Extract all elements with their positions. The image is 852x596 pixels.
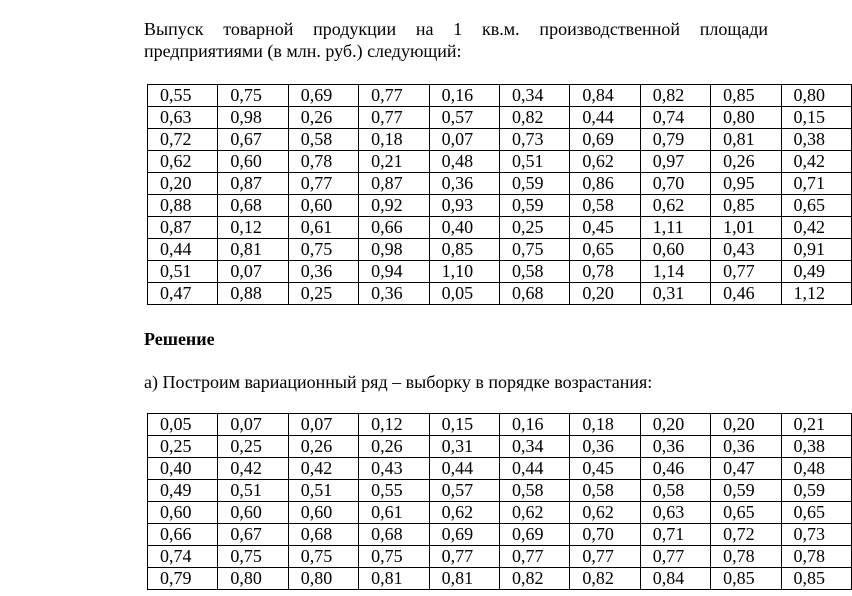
table-cell: 0,82 [499, 568, 569, 590]
table-cell: 0,60 [288, 195, 358, 217]
table-cell: 0,58 [499, 480, 569, 502]
table-cell: 0,69 [288, 85, 358, 107]
table-cell: 0,18 [570, 414, 640, 436]
table-cell: 0,36 [429, 173, 499, 195]
table-cell: 0,58 [288, 129, 358, 151]
table-cell: 0,62 [640, 195, 710, 217]
table-row [148, 217, 852, 239]
table-cell: 0,73 [499, 129, 569, 151]
table-cell: 0,80 [218, 568, 288, 590]
table-cell: 0,47 [711, 458, 781, 480]
table-cell: 0,44 [429, 458, 499, 480]
production-data-table [147, 84, 852, 305]
table-cell: 0,57 [429, 107, 499, 129]
table-cell: 0,12 [218, 217, 288, 239]
table-cell: 0,25 [288, 283, 358, 305]
table-row [148, 261, 852, 283]
table-row [148, 195, 852, 217]
table-cell: 0,60 [640, 239, 710, 261]
table-cell: 0,75 [288, 546, 358, 568]
table-cell: 0,40 [148, 458, 218, 480]
table-cell: 0,81 [711, 129, 781, 151]
table-cell: 0,63 [148, 107, 218, 129]
table-cell: 0,34 [499, 436, 569, 458]
table-cell: 0,77 [711, 261, 781, 283]
table-cell: 0,60 [218, 151, 288, 173]
table-cell: 0,40 [429, 217, 499, 239]
table-cell: 0,75 [218, 546, 288, 568]
table-cell: 1,11 [640, 217, 710, 239]
table-cell: 0,84 [570, 85, 640, 107]
table-cell: 1,14 [640, 261, 710, 283]
table-cell: 0,92 [359, 195, 429, 217]
table-cell: 0,79 [640, 129, 710, 151]
table-cell: 0,65 [781, 195, 851, 217]
table-cell: 0,36 [711, 436, 781, 458]
table-cell: 0,58 [570, 195, 640, 217]
table-cell: 0,72 [711, 524, 781, 546]
table-cell: 0,68 [359, 524, 429, 546]
table-cell: 0,60 [148, 502, 218, 524]
variation-series-table [147, 413, 852, 590]
table-cell: 0,71 [640, 524, 710, 546]
table-cell: 0,07 [218, 414, 288, 436]
table-cell: 0,57 [429, 480, 499, 502]
production-data-body [148, 85, 852, 305]
table-cell: 0,77 [640, 546, 710, 568]
table-cell: 0,61 [359, 502, 429, 524]
table-cell: 0,62 [570, 151, 640, 173]
table-cell: 0,85 [711, 85, 781, 107]
table-cell: 0,21 [781, 414, 851, 436]
table-row [148, 480, 852, 502]
table-cell: 0,85 [711, 568, 781, 590]
table-cell: 0,80 [711, 107, 781, 129]
table-cell: 0,25 [218, 436, 288, 458]
table-cell: 0,77 [288, 173, 358, 195]
table-cell: 0,59 [781, 480, 851, 502]
table-row [148, 546, 852, 568]
table-row [148, 129, 852, 151]
table-cell: 0,80 [781, 85, 851, 107]
table-cell: 0,70 [640, 173, 710, 195]
table-cell: 0,31 [429, 436, 499, 458]
table-cell: 0,77 [359, 107, 429, 129]
table-cell: 0,31 [640, 283, 710, 305]
table-cell: 0,45 [570, 458, 640, 480]
table-cell: 0,21 [359, 151, 429, 173]
table-cell: 0,85 [711, 195, 781, 217]
table-cell: 0,59 [499, 195, 569, 217]
table-cell: 0,43 [711, 239, 781, 261]
table-cell: 0,07 [288, 414, 358, 436]
table-cell: 0,68 [288, 524, 358, 546]
table-cell: 0,62 [148, 151, 218, 173]
table-cell: 0,36 [640, 436, 710, 458]
table-cell: 0,43 [359, 458, 429, 480]
table-cell: 0,61 [288, 217, 358, 239]
table-row [148, 568, 852, 590]
table-cell: 0,55 [148, 85, 218, 107]
table-cell: 0,87 [148, 217, 218, 239]
table-cell: 0,44 [148, 239, 218, 261]
table-cell: 0,36 [570, 436, 640, 458]
table-cell: 0,81 [429, 568, 499, 590]
table-cell: 0,58 [640, 480, 710, 502]
table-cell: 0,75 [218, 85, 288, 107]
table-cell: 0,51 [218, 480, 288, 502]
table-cell: 0,63 [640, 502, 710, 524]
table-cell: 0,38 [781, 129, 851, 151]
table-cell: 0,42 [781, 151, 851, 173]
table-cell: 0,94 [359, 261, 429, 283]
table-cell: 0,34 [499, 85, 569, 107]
table-cell: 0,87 [218, 173, 288, 195]
table-cell: 0,77 [359, 85, 429, 107]
table-cell: 0,70 [570, 524, 640, 546]
table-cell: 0,48 [429, 151, 499, 173]
table-cell: 0,47 [148, 283, 218, 305]
table-cell: 0,05 [148, 414, 218, 436]
table-row [148, 502, 852, 524]
table-cell: 0,48 [781, 458, 851, 480]
table-cell: 0,66 [148, 524, 218, 546]
table-cell: 1,01 [711, 217, 781, 239]
table-row [148, 151, 852, 173]
table-cell: 0,49 [781, 261, 851, 283]
table-row [148, 107, 852, 129]
table-cell: 0,65 [570, 239, 640, 261]
table-cell: 0,65 [711, 502, 781, 524]
table-cell: 0,67 [218, 524, 288, 546]
table-cell: 0,62 [499, 502, 569, 524]
table-cell: 0,26 [288, 107, 358, 129]
table-cell: 0,51 [499, 151, 569, 173]
table-cell: 0,69 [570, 129, 640, 151]
table-cell: 0,81 [359, 568, 429, 590]
table-cell: 0,71 [781, 173, 851, 195]
table-cell: 0,25 [148, 436, 218, 458]
table-cell: 0,07 [429, 129, 499, 151]
table-cell: 0,75 [288, 239, 358, 261]
table-cell: 0,44 [499, 458, 569, 480]
step-a-paragraph: а) Построим вариационный ряд – выборку в порядке возрастания: [144, 372, 653, 392]
table-cell: 0,46 [711, 283, 781, 305]
table-row [148, 458, 852, 480]
table-cell: 0,59 [711, 480, 781, 502]
table-cell: 0,75 [499, 239, 569, 261]
table-cell: 1,12 [781, 283, 851, 305]
variation-series-body [148, 414, 852, 590]
table-cell: 0,79 [148, 568, 218, 590]
table-cell: 0,74 [148, 546, 218, 568]
table-cell: 0,20 [570, 283, 640, 305]
table-cell: 0,18 [359, 129, 429, 151]
table-cell: 0,36 [359, 283, 429, 305]
table-cell: 0,69 [429, 524, 499, 546]
table-cell: 0,20 [711, 414, 781, 436]
table-cell: 0,15 [429, 414, 499, 436]
table-cell: 0,98 [359, 239, 429, 261]
table-cell: 0,25 [499, 217, 569, 239]
table-cell: 0,05 [429, 283, 499, 305]
table-cell: 0,62 [570, 502, 640, 524]
table-cell: 0,26 [711, 151, 781, 173]
table-cell: 0,69 [499, 524, 569, 546]
table-cell: 0,16 [499, 414, 569, 436]
table-cell: 0,45 [570, 217, 640, 239]
solution-heading: Решение [144, 329, 215, 349]
table-row [148, 436, 852, 458]
table-cell: 0,93 [429, 195, 499, 217]
table-cell: 0,65 [781, 502, 851, 524]
table-cell: 0,88 [218, 283, 288, 305]
table-cell: 0,82 [570, 568, 640, 590]
table-cell: 0,66 [359, 217, 429, 239]
table-cell: 0,58 [570, 480, 640, 502]
table-cell: 0,68 [218, 195, 288, 217]
table-cell: 0,72 [148, 129, 218, 151]
table-cell: 0,51 [288, 480, 358, 502]
table-cell: 0,77 [429, 546, 499, 568]
table-cell: 0,38 [781, 436, 851, 458]
table-row [148, 85, 852, 107]
table-cell: 0,60 [288, 502, 358, 524]
table-row [148, 283, 852, 305]
table-cell: 0,80 [288, 568, 358, 590]
table-row [148, 239, 852, 261]
table-cell: 0,67 [218, 129, 288, 151]
table-cell: 0,58 [499, 261, 569, 283]
table-cell: 0,42 [218, 458, 288, 480]
table-cell: 0,36 [288, 261, 358, 283]
table-cell: 0,73 [781, 524, 851, 546]
table-cell: 0,81 [218, 239, 288, 261]
table-cell: 0,44 [570, 107, 640, 129]
table-cell: 0,62 [429, 502, 499, 524]
table-cell: 0,85 [781, 568, 851, 590]
table-cell: 0,74 [640, 107, 710, 129]
table-cell: 0,20 [640, 414, 710, 436]
table-cell: 0,16 [429, 85, 499, 107]
intro-paragraph: Выпуск товарной продукции на 1 кв.м. производственной площади предприятиями (в млн. руб.) следующий: [144, 19, 768, 61]
table-cell: 0,07 [218, 261, 288, 283]
table-cell: 0,84 [640, 568, 710, 590]
table-row [148, 414, 852, 436]
table-cell: 0,85 [429, 239, 499, 261]
table-cell: 0,68 [499, 283, 569, 305]
table-cell: 0,78 [711, 546, 781, 568]
table-cell: 0,51 [148, 261, 218, 283]
table-cell: 0,91 [781, 239, 851, 261]
table-cell: 0,82 [499, 107, 569, 129]
table-cell: 0,87 [359, 173, 429, 195]
table-cell: 0,60 [218, 502, 288, 524]
table-cell: 0,77 [499, 546, 569, 568]
table-row [148, 173, 852, 195]
table-cell: 0,97 [640, 151, 710, 173]
table-cell: 0,82 [640, 85, 710, 107]
table-cell: 0,78 [288, 151, 358, 173]
table-cell: 0,20 [148, 173, 218, 195]
table-cell: 0,12 [359, 414, 429, 436]
table-cell: 0,49 [148, 480, 218, 502]
table-row [148, 524, 852, 546]
table-cell: 0,88 [148, 195, 218, 217]
table-cell: 0,42 [781, 217, 851, 239]
table-cell: 0,78 [570, 261, 640, 283]
table-cell: 0,78 [781, 546, 851, 568]
table-cell: 0,26 [288, 436, 358, 458]
table-cell: 0,75 [359, 546, 429, 568]
table-cell: 0,86 [570, 173, 640, 195]
table-cell: 0,55 [359, 480, 429, 502]
table-cell: 0,26 [359, 436, 429, 458]
table-cell: 1,10 [429, 261, 499, 283]
table-cell: 0,98 [218, 107, 288, 129]
table-cell: 0,59 [499, 173, 569, 195]
table-cell: 0,95 [711, 173, 781, 195]
table-cell: 0,77 [570, 546, 640, 568]
table-cell: 0,15 [781, 107, 851, 129]
table-cell: 0,42 [288, 458, 358, 480]
table-cell: 0,46 [640, 458, 710, 480]
